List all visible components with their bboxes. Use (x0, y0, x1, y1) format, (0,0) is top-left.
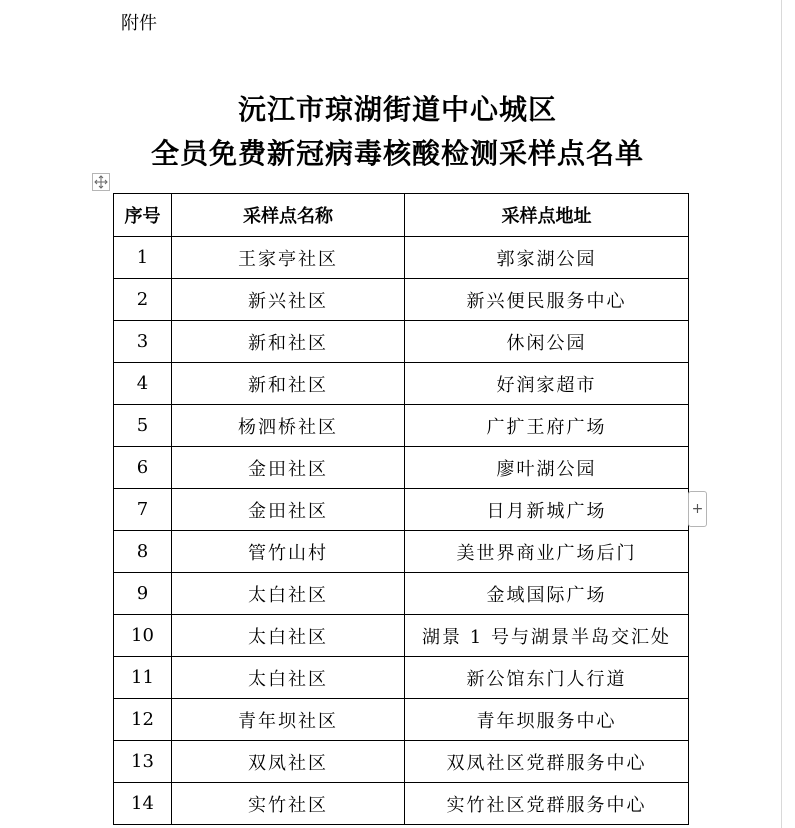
site-address: 实竹社区党群服务中心 (405, 783, 689, 825)
site-name: 新和社区 (172, 321, 405, 363)
table-row (114, 615, 689, 657)
site-name: 新兴社区 (172, 279, 405, 321)
table-row (114, 489, 689, 531)
site-name: 王家亭社区 (172, 237, 405, 279)
table-row (114, 657, 689, 699)
add-row-button[interactable]: + (688, 491, 707, 527)
site-name: 实竹社区 (172, 783, 405, 825)
site-address: 新公馆东门人行道 (405, 657, 689, 699)
site-name: 太白社区 (172, 657, 405, 699)
document-title-line2: 全员免费新冠病毒核酸检测采样点名单 (150, 137, 644, 170)
site-address: 金域国际广场 (405, 573, 689, 615)
row-number: 6 (114, 447, 172, 489)
move-arrows-icon (93, 174, 109, 190)
attachment-label: 附件 (121, 13, 157, 34)
table-row (114, 741, 689, 783)
row-number: 3 (114, 321, 172, 363)
table-row (114, 405, 689, 447)
site-address: 日月新城广场 (405, 489, 689, 531)
site-address: 双凤社区党群服务中心 (405, 741, 689, 783)
site-address: 廖叶湖公园 (405, 447, 689, 489)
site-address: 美世界商业广场后门 (405, 531, 689, 573)
site-address: 广扩王府广场 (405, 405, 689, 447)
table-row (114, 237, 689, 279)
row-number: 11 (114, 657, 172, 699)
site-address: 青年坝服务中心 (405, 699, 689, 741)
row-number: 4 (114, 363, 172, 405)
row-number: 10 (114, 615, 172, 657)
table-header-row (114, 194, 689, 237)
site-name: 双凤社区 (172, 741, 405, 783)
site-address: 好润家超市 (405, 363, 689, 405)
table-row (114, 573, 689, 615)
row-number: 9 (114, 573, 172, 615)
site-name: 管竹山村 (172, 531, 405, 573)
site-name: 青年坝社区 (172, 699, 405, 741)
row-number: 8 (114, 531, 172, 573)
site-name: 金田社区 (172, 489, 405, 531)
column-header-site-address: 采样点地址 (405, 194, 689, 237)
site-name: 新和社区 (172, 363, 405, 405)
row-number: 2 (114, 279, 172, 321)
row-number: 12 (114, 699, 172, 741)
site-address: 郭家湖公园 (405, 237, 689, 279)
row-number: 5 (114, 405, 172, 447)
site-name: 杨泗桥社区 (172, 405, 405, 447)
table-row (114, 279, 689, 321)
site-address: 湖景 1 号与湖景半岛交汇处 (405, 615, 689, 657)
row-number: 1 (114, 237, 172, 279)
document-title-line1: 沅江市琼湖街道中心城区 (237, 93, 557, 126)
table-row (114, 321, 689, 363)
table-move-handle[interactable] (92, 173, 110, 191)
table-row (114, 447, 689, 489)
site-name: 太白社区 (172, 615, 405, 657)
table-row (114, 363, 689, 405)
site-name: 金田社区 (172, 447, 405, 489)
table-row (114, 783, 689, 825)
site-address: 新兴便民服务中心 (405, 279, 689, 321)
row-number: 7 (114, 489, 172, 531)
table-row (114, 699, 689, 741)
site-address: 休闲公园 (405, 321, 689, 363)
column-header-number: 序号 (114, 194, 172, 237)
sampling-sites-table (113, 193, 689, 825)
row-number: 14 (114, 783, 172, 825)
site-name: 太白社区 (172, 573, 405, 615)
row-number: 13 (114, 741, 172, 783)
table-row (114, 531, 689, 573)
column-header-site-name: 采样点名称 (172, 194, 405, 237)
